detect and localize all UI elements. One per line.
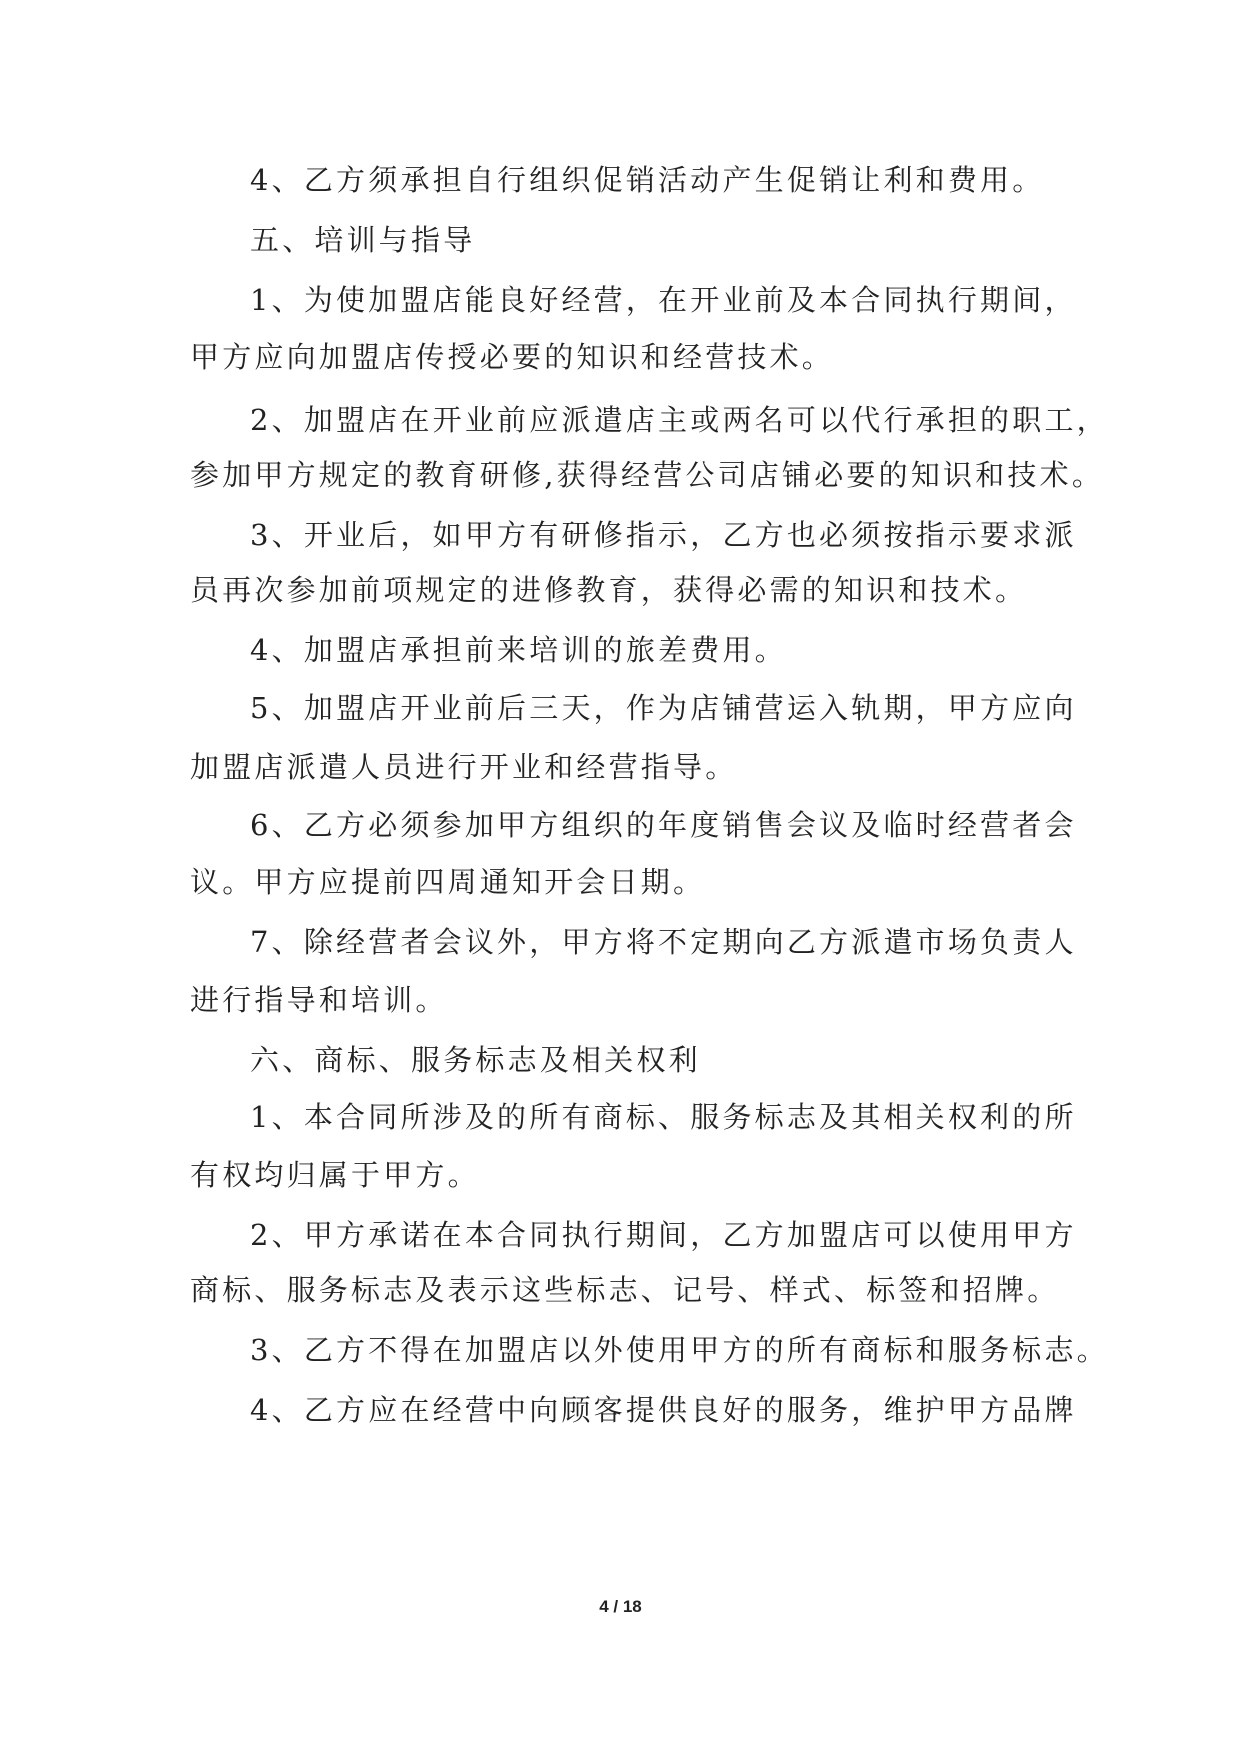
paragraph-line: 4、加盟店承担前来培训的旅差费用。 bbox=[250, 633, 787, 667]
paragraph-line: 4、乙方应在经营中向顾客提供良好的服务，维护甲方品牌 bbox=[250, 1393, 1077, 1427]
paragraph-line: 1、为使加盟店能良好经营，在开业前及本合同执行期间， bbox=[250, 283, 1077, 317]
paragraph-line: 商标、服务标志及表示这些标志、记号、样式、标签和招牌。 bbox=[190, 1273, 1060, 1307]
paragraph-line: 2、加盟店在开业前应派遣店主或两名可以代行承担的职工， bbox=[250, 403, 1109, 437]
section-heading: 六、商标、服务标志及相关权利 bbox=[250, 1043, 701, 1077]
paragraph-line: 加盟店派遣人员进行开业和经营指导。 bbox=[190, 750, 738, 784]
paragraph-line: 3、乙方不得在加盟店以外使用甲方的所有商标和服务标志。 bbox=[250, 1333, 1109, 1367]
paragraph-line: 员再次参加前项规定的进修教育，获得必需的知识和技术。 bbox=[190, 573, 1028, 607]
paragraph-line: 进行指导和培训。 bbox=[190, 983, 448, 1017]
paragraph-line: 甲方应向加盟店传授必要的知识和经营技术。 bbox=[190, 340, 835, 374]
paragraph-line: 有权均归属于甲方。 bbox=[190, 1158, 480, 1192]
paragraph-line: 5、加盟店开业前后三天，作为店铺营运入轨期，甲方应向 bbox=[250, 691, 1077, 725]
paragraph-line: 3、开业后，如甲方有研修指示，乙方也必须按指示要求派 bbox=[250, 518, 1077, 552]
page-number: 4 / 18 bbox=[599, 1597, 642, 1616]
paragraph-line: 2、甲方承诺在本合同执行期间，乙方加盟店可以使用甲方 bbox=[250, 1218, 1077, 1252]
paragraph-line: 参加甲方规定的教育研修,获得经营公司店铺必要的知识和技术。 bbox=[190, 458, 1105, 492]
paragraph-line: 6、乙方必须参加甲方组织的年度销售会议及临时经营者会 bbox=[250, 808, 1077, 842]
paragraph-line: 议。甲方应提前四周通知开会日期。 bbox=[190, 865, 706, 899]
section-heading: 五、培训与指导 bbox=[250, 223, 476, 257]
paragraph-line: 4、乙方须承担自行组织促销活动产生促销让利和费用。 bbox=[250, 163, 1045, 197]
paragraph-line: 1、本合同所涉及的所有商标、服务标志及其相关权利的所 bbox=[250, 1100, 1077, 1134]
paragraph-line: 7、除经营者会议外，甲方将不定期向乙方派遣市场负责人 bbox=[250, 925, 1077, 959]
